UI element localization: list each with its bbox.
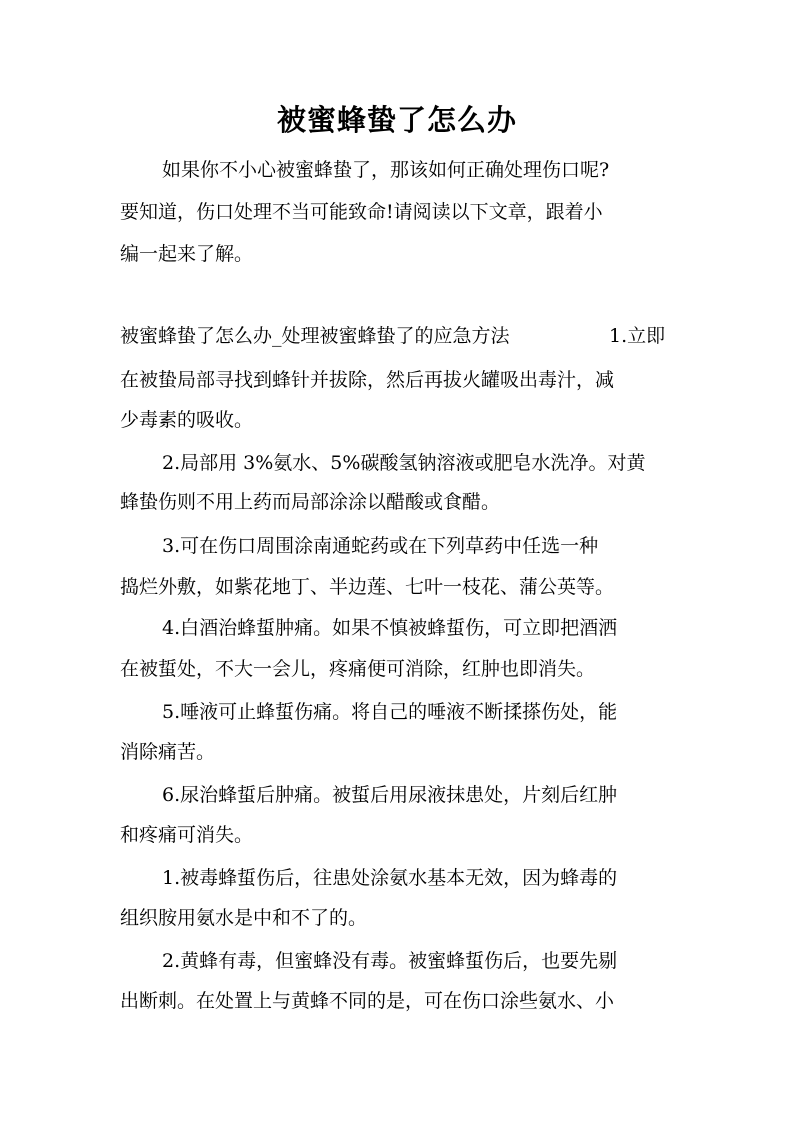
note-1-line-1: 1.被毒蜂蜇伤后，往患处涂氨水基本无效，因为蜂毒的 (162, 867, 618, 889)
note-1-line-2: 组织胺用氨水是中和不了的。 (120, 907, 368, 929)
step-1-line-2: 在被蛰局部寻找到蜂针并拔除，然后再拔火罐吸出毒汁，减 (120, 369, 615, 391)
step-5-line-2: 消除痛苦。 (120, 741, 216, 763)
step-2-line-1: 2.局部用 3%氨水、5%碳酸氢钠溶液或肥皂水洗净。对黄 (162, 452, 646, 474)
step-1-line-3: 少毒素的吸收。 (120, 409, 254, 431)
intro-line-2: 要知道，伤口处理不当可能致命!请阅读以下文章，跟着小 (120, 201, 603, 223)
step-3-line-1: 3.可在伤口周围涂南通蛇药或在下列草药中任选一种 (162, 535, 599, 557)
intro-line-3: 编一起来了解。 (120, 243, 254, 265)
document-title: 被蜜蜂蛰了怎么办 (276, 103, 517, 137)
note-2-line-1: 2.黄蜂有毒，但蜜蜂没有毒。被蜜蜂蜇伤后，也要先剔 (162, 950, 618, 972)
step-4-line-1: 4.白酒治蜂蜇肿痛。如果不慎被蜂蜇伤，可立即把酒洒 (162, 617, 618, 639)
section-heading: 被蜜蜂蛰了怎么办_处理被蜜蜂蛰了的应急方法 (120, 325, 510, 347)
step-2-line-2: 蜂蛰伤则不用上药而局部涂涂以醋酸或食醋。 (120, 491, 501, 513)
step-6-line-2: 和疼痛可消失。 (120, 824, 254, 846)
step-6-line-1: 6.尿治蜂蜇后肿痛。被蜇后用尿液抹患处，片刻后红肿 (162, 784, 618, 806)
step-4-line-2: 在被蜇处，不大一会儿，疼痛便可消除，红肿也即消失。 (120, 658, 596, 680)
step-1-start: 1.立即 (609, 325, 666, 347)
step-3-line-2: 捣烂外敷，如紫花地丁、半边莲、七叶一枝花、蒲公英等。 (120, 576, 615, 598)
intro-line-1: 如果你不小心被蜜蜂蛰了，那该如何正确处理伤口呢? (162, 159, 610, 181)
note-2-line-2: 出断刺。在处置上与黄蜂不同的是，可在伤口涂些氨水、小 (120, 990, 615, 1012)
step-5-line-1: 5.唾液可止蜂蜇伤痛。将自己的唾液不断揉搽伤处，能 (162, 701, 618, 723)
